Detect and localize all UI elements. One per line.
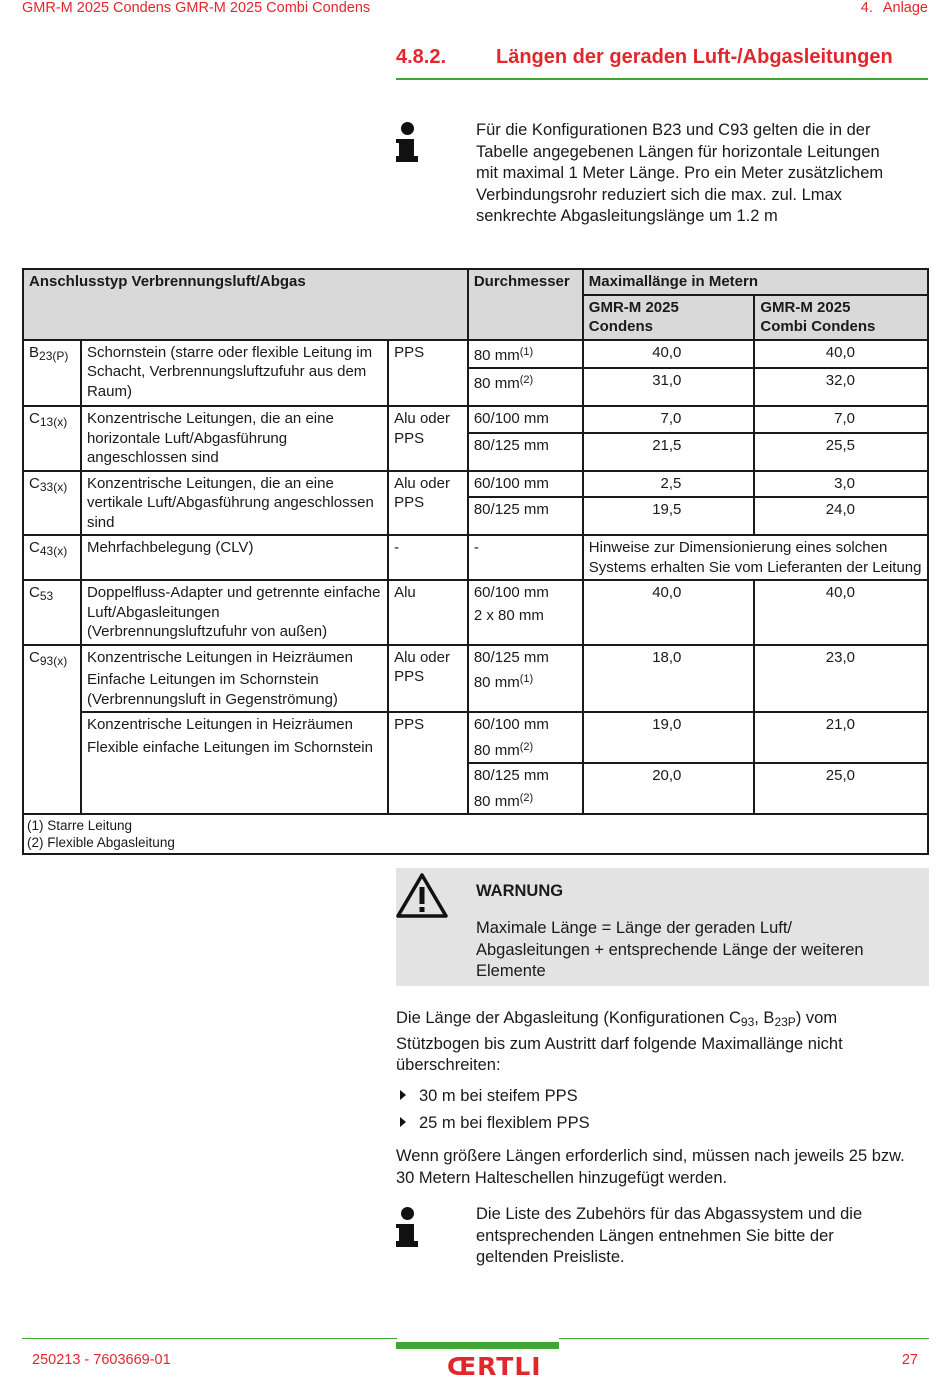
length-condens: 21,5 (583, 433, 755, 471)
material: Alu (388, 580, 468, 645)
diameter: 80/125 mm (468, 497, 583, 535)
material: Alu oder PPS (388, 645, 468, 713)
type-code: $C_{33(x)}$ (23, 471, 81, 536)
type-code: $C_{13(x)}$ (23, 406, 81, 471)
remark: Hinweise zur Dimensionierung eines solchen Systems erhalten Sie vom Lieferanten der Leitung (583, 535, 928, 580)
diameter: 60/100 mm (468, 471, 583, 498)
list-item: 30 m bei steifem PPS (400, 1087, 578, 1106)
note-line: Für die Konfigurationen B23 und C93 gelten die in der (476, 121, 871, 139)
table-row (23, 471, 928, 498)
warning-box (396, 868, 929, 986)
note-accessories: Die Liste des Zubehörs für das Abgassystem und die entsprechenden Längen entnehmen Sie bitte der geltenden Preisliste. (476, 1205, 863, 1266)
length-condens: 20,0 (583, 763, 755, 814)
length-combi: 3,0 (754, 471, 928, 498)
diameter: 80/125 mm 80 $mm^{(2)}$ (468, 763, 583, 814)
footnote: (1) Starre Leitung (27, 818, 133, 833)
bullet-arrow-icon (400, 1117, 406, 1127)
type-description: Mehrfachbelegung (CLV) (81, 535, 388, 580)
length-combi: 25,5 (754, 433, 928, 471)
length-combi: 40,0 (754, 580, 928, 645)
material: PPS (388, 340, 468, 407)
footer-divider (22, 1338, 397, 1339)
length-condens: 19,0 (583, 712, 755, 763)
table-row (23, 340, 928, 369)
col-header-connection-type: Anschlusstyp Verbrennungsluft/Abgas (23, 269, 468, 340)
diameter: 60/100 mm 80 $mm^{(2)}$ (468, 712, 583, 763)
length-combi: 32,0 (754, 368, 928, 406)
type-description: Doppelfluss-Adapter und getrennte einfache Luft/Abgasleitungen (Verbrennungsluftzufuhr von außen) (81, 580, 388, 645)
info-icon (396, 122, 420, 162)
type-description: Konzentrische Leitungen in Heizräumen Einfache Leitungen im Schornstein (Verbrennungsluft in Gegenströmung) (81, 645, 388, 713)
type-description: Schornstein (starre oder flexible Leitung im Schacht, Verbrennungsluftzufuhr aus dem Raum) (81, 340, 388, 407)
type-description: Konzentrische Leitungen, die an eine horizontale Luft/Abgasführung angeschlossen sind (81, 406, 388, 471)
model-name: GMR-M 2025 (588, 298, 679, 316)
section-number: 4.8.2. (396, 46, 447, 68)
diameter: 80/125 mm 80 $mm^{(1)}$ (468, 645, 583, 713)
footer-divider (559, 1338, 929, 1339)
diameter: 60/100 mm (468, 406, 583, 433)
diameter: - (468, 535, 583, 580)
diameter: 80/125 mm (468, 433, 583, 471)
type-description: Konzentrische Leitungen, die an eine vertikale Luft/Abgasführung angeschlossen sind (81, 471, 388, 536)
bullet-arrow-icon (400, 1090, 406, 1100)
length-combi: 7,0 (754, 406, 928, 433)
info-icon (396, 1207, 420, 1247)
header-title: GMR-M 2025 Condens GMR-M 2025 Combi Condens (22, 0, 371, 16)
table-footnotes (23, 814, 928, 854)
col-header-model-condens (583, 295, 755, 340)
length-combi: 25,0 (754, 763, 928, 814)
material: Alu oder PPS (388, 406, 468, 471)
diameter: 80 $mm^{(1)}$ (468, 340, 583, 369)
table-row (23, 406, 928, 433)
length-combi: 24,0 (754, 497, 928, 535)
col-header-max-length: Maximallänge in Metern (583, 269, 928, 295)
length-condens: 19,5 (583, 497, 755, 535)
type-code: $C_{93(x)}$ (23, 645, 81, 815)
length-combi: 21,0 (754, 712, 928, 763)
material: - (388, 535, 468, 580)
section-divider (396, 78, 928, 80)
table-row (23, 580, 928, 645)
section-heading: Längen der geraden Luft-/Abgasleitungen (496, 46, 893, 68)
table-row (23, 535, 928, 580)
length-table (22, 268, 929, 855)
type-description: Konzentrische Leitungen in Heizräumen Flexible einfache Leitungen im Schornstein (81, 712, 388, 814)
material: PPS (388, 712, 468, 814)
warning-title: WARNUNG (476, 882, 564, 900)
header-chapter (861, 0, 928, 16)
type-code: $C_{53}$ (23, 580, 81, 645)
diameter: 60/100 mm 2 x 80 mm (468, 580, 583, 645)
oertli-logo: ŒRTLI (447, 1352, 542, 1381)
note-line: Tabelle angegebenen Längen für horizontale Leitungen (476, 142, 880, 161)
length-condens: 18,0 (583, 645, 755, 713)
warning-icon (396, 872, 448, 918)
page-number: 27 (901, 1352, 918, 1368)
model-variant: Combi Condens (760, 318, 876, 335)
col-header-diameter: Durchmesser (468, 269, 583, 340)
chapter-number: 4. (860, 0, 873, 16)
model-variant: Condens (588, 318, 653, 335)
length-condens: 40,0 (583, 340, 755, 369)
list-item: 25 m bei flexiblem PPS (400, 1114, 590, 1133)
paragraph-max-length: Die Länge der Abgasleitung (Konfigurationen $C_{93}$, $B_{23P}$) vom Stützbogen bis zum Austritt darf folgende Maximallänge nicht überschreiten: (396, 1009, 843, 1074)
document-number: 250213 - 7603669-01 (32, 1352, 171, 1368)
note-line: mit maximal 1 Meter Länge. Pro ein Meter zusätzlichem (476, 164, 884, 182)
table-row (23, 712, 928, 763)
model-name: GMR-M 2025 (760, 298, 851, 316)
note-line: Verbindungsrohr reduziert sich die max. zul. Lmax (476, 185, 842, 204)
chapter-name: Anlage (882, 0, 928, 16)
length-combi: 23,0 (754, 645, 928, 713)
table-row (23, 645, 928, 713)
warning-text: Maximale Länge = Länge der geraden Luft/ Abgasleitungen + entsprechende Länge der weiteren Elemente (476, 919, 864, 980)
diameter: 80 $mm^{(2)}$ (468, 368, 583, 406)
paragraph-brackets: Wenn größere Längen erforderlich sind, müssen nach jeweils 25 bzw. 30 Metern Halteschellen hinzugefügt werden. (396, 1147, 905, 1187)
length-condens: 7,0 (583, 406, 755, 433)
length-condens: 31,0 (583, 368, 755, 406)
note-line: senkrechte Abgasleitungslänge um 1.2 m (476, 207, 778, 225)
length-combi: 40,0 (754, 340, 928, 369)
footer-accent-bar (396, 1342, 559, 1349)
col-header-model-combi (754, 295, 928, 340)
length-condens: 40,0 (583, 580, 755, 645)
footnote: (2) Flexible Abgasleitung (27, 835, 175, 850)
length-condens: 2,5 (583, 471, 755, 498)
type-code: $B_{23(P)}$ (23, 340, 81, 407)
note-configurations (476, 120, 928, 228)
section-title (396, 46, 928, 69)
type-code: $C_{43(x)}$ (23, 535, 81, 580)
material: Alu oder PPS (388, 471, 468, 536)
